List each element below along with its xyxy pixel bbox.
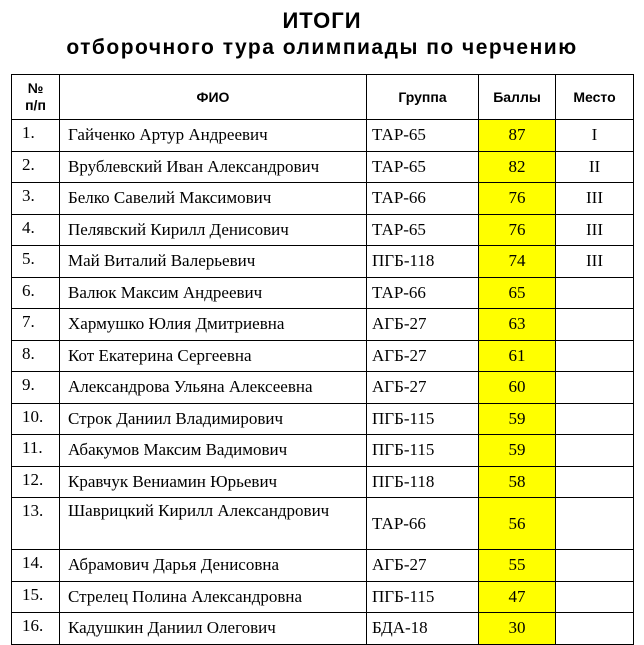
table-row [12, 613, 634, 645]
cell-place: III [556, 214, 634, 246]
cell-group: АГБ-27 [367, 372, 479, 404]
cell-place: I [556, 120, 634, 152]
cell-number: 10. [12, 403, 60, 435]
cell-place: III [556, 183, 634, 215]
cell-score: 59 [479, 435, 556, 467]
cell-place [556, 550, 634, 582]
cell-number: 16. [12, 613, 60, 645]
table-row [12, 466, 634, 498]
cell-number: 1. [12, 120, 60, 152]
cell-score: 74 [479, 246, 556, 278]
cell-place: II [556, 151, 634, 183]
column-header-number-line1: № [27, 80, 44, 96]
table-row [12, 277, 634, 309]
cell-place [556, 581, 634, 613]
cell-score: 30 [479, 613, 556, 645]
cell-group: ПГБ-118 [367, 246, 479, 278]
column-header-fio: ФИО [60, 75, 367, 120]
cell-number: 8. [12, 340, 60, 372]
cell-fio: Абрамович Дарья Денисовна [60, 550, 367, 582]
cell-group: ТАР-66 [367, 277, 479, 309]
cell-score: 58 [479, 466, 556, 498]
table-row [12, 550, 634, 582]
cell-place [556, 309, 634, 341]
cell-group: ТАР-65 [367, 120, 479, 152]
cell-group: ПГБ-118 [367, 466, 479, 498]
cell-group: ПГБ-115 [367, 581, 479, 613]
cell-fio: Пелявский Кирилл Денисович [60, 214, 367, 246]
cell-fio: Кравчук Вениамин Юрьевич [60, 466, 367, 498]
cell-group: ПГБ-115 [367, 403, 479, 435]
cell-score: 47 [479, 581, 556, 613]
column-header-place: Место [556, 75, 634, 120]
cell-fio: Стрелец Полина Александровна [60, 581, 367, 613]
page-subtitle: отборочного тура олимпиады по черчению [66, 36, 578, 59]
table-row [12, 309, 634, 341]
cell-place [556, 340, 634, 372]
cell-score: 56 [479, 498, 556, 550]
table-row [12, 246, 634, 278]
cell-group: ТАР-66 [367, 498, 479, 550]
table-row [12, 581, 634, 613]
page-title: ИТОГИ [282, 8, 362, 33]
table-row [12, 435, 634, 467]
cell-fio: Кадушкин Даниил Олегович [60, 613, 367, 645]
cell-fio: Александрова Ульяна Алексеевна [60, 372, 367, 404]
cell-fio: Белко Савелий Максимович [60, 183, 367, 215]
results-table [11, 74, 634, 645]
cell-place [556, 466, 634, 498]
cell-group: ТАР-65 [367, 214, 479, 246]
cell-place [556, 403, 634, 435]
cell-number: 14. [12, 550, 60, 582]
cell-place: III [556, 246, 634, 278]
table-row [12, 214, 634, 246]
cell-fio: Врублевский Иван Александрович [60, 151, 367, 183]
cell-number: 12. [12, 466, 60, 498]
cell-fio: Валюк Максим Андреевич [60, 277, 367, 309]
cell-score: 59 [479, 403, 556, 435]
column-header-number-line2: п/п [25, 97, 46, 113]
cell-fio: Хармушко Юлия Дмитриевна [60, 309, 367, 341]
cell-group: ТАР-66 [367, 183, 479, 215]
cell-group: АГБ-27 [367, 309, 479, 341]
cell-place [556, 372, 634, 404]
cell-number: 4. [12, 214, 60, 246]
cell-fio: Май Виталий Валерьевич [60, 246, 367, 278]
cell-group: ТАР-65 [367, 151, 479, 183]
cell-fio: Строк Даниил Владимирович [60, 403, 367, 435]
table-row [12, 372, 634, 404]
cell-score: 76 [479, 214, 556, 246]
cell-score: 65 [479, 277, 556, 309]
cell-score: 82 [479, 151, 556, 183]
cell-fio: Шаврицкий Кирилл Александрович [60, 498, 367, 550]
table-row [12, 183, 634, 215]
table-row [12, 340, 634, 372]
table-row [12, 120, 634, 152]
cell-place [556, 277, 634, 309]
column-header-score: Баллы [479, 75, 556, 120]
table-row [12, 498, 634, 550]
table-row [12, 403, 634, 435]
cell-group: БДА-18 [367, 613, 479, 645]
cell-group: ПГБ-115 [367, 435, 479, 467]
cell-score: 61 [479, 340, 556, 372]
column-header-number [12, 75, 60, 120]
cell-number: 15. [12, 581, 60, 613]
cell-score: 55 [479, 550, 556, 582]
cell-number: 13. [12, 498, 60, 550]
cell-fio: Кот Екатерина Сергеевна [60, 340, 367, 372]
cell-score: 63 [479, 309, 556, 341]
cell-place [556, 613, 634, 645]
cell-number: 11. [12, 435, 60, 467]
cell-score: 87 [479, 120, 556, 152]
table-header-row [12, 75, 634, 120]
cell-group: АГБ-27 [367, 340, 479, 372]
cell-group: АГБ-27 [367, 550, 479, 582]
cell-score: 60 [479, 372, 556, 404]
cell-place [556, 498, 634, 550]
cell-fio: Абакумов Максим Вадимович [60, 435, 367, 467]
cell-number: 3. [12, 183, 60, 215]
column-header-group: Группа [367, 75, 479, 120]
cell-fio: Гайченко Артур Андреевич [60, 120, 367, 152]
cell-number: 6. [12, 277, 60, 309]
cell-place [556, 435, 634, 467]
cell-number: 2. [12, 151, 60, 183]
cell-number: 7. [12, 309, 60, 341]
cell-number: 9. [12, 372, 60, 404]
cell-score: 76 [479, 183, 556, 215]
cell-number: 5. [12, 246, 60, 278]
table-row [12, 151, 634, 183]
